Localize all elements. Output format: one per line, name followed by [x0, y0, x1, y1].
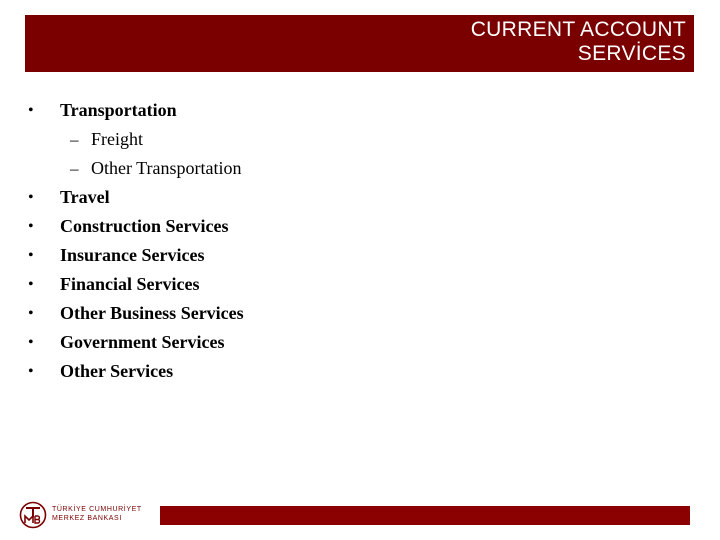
- bullet-icon: •: [28, 247, 34, 264]
- dash-icon: –: [70, 159, 79, 178]
- list-item-label: Transportation: [60, 100, 177, 120]
- bullet-icon: •: [28, 189, 34, 206]
- list-item-label: Insurance Services: [60, 245, 205, 265]
- list-item-construction: [28, 212, 668, 241]
- logo-wordmark: [52, 505, 142, 523]
- list-item-government: [28, 328, 668, 357]
- bullet-icon: •: [28, 276, 34, 293]
- list-item-label: Other Business Services: [60, 303, 244, 323]
- list-item-other-services: [28, 357, 668, 386]
- list-item-financial: [28, 270, 668, 299]
- bullet-icon: •: [28, 305, 34, 322]
- dash-icon: –: [70, 130, 79, 149]
- central-bank-logo: [19, 501, 164, 529]
- list-item-other-business: [28, 299, 668, 328]
- footer-bar: [160, 506, 690, 525]
- bullet-icon: •: [28, 218, 34, 235]
- logo-line2: MERKEZ BANKASI: [52, 515, 122, 522]
- list-item-travel: [28, 183, 668, 212]
- slide-title-line1: CURRENT ACCOUNT: [470, 18, 686, 41]
- list-item-label: Construction Services: [60, 216, 229, 236]
- list-item-insurance: [28, 241, 668, 270]
- tcmb-emblem-icon: [19, 501, 47, 529]
- list-item-label: Government Services: [60, 332, 225, 352]
- sub-item-label: Freight: [91, 129, 143, 149]
- list-item-label: Travel: [60, 187, 110, 207]
- list-item-transportation: [28, 96, 668, 125]
- list-item-label: Financial Services: [60, 274, 200, 294]
- bullet-icon: •: [28, 102, 34, 119]
- bullet-list: [28, 96, 668, 386]
- title-bar: [25, 15, 694, 72]
- logo-line1: TÜRKİYE CUMHURİYET: [52, 506, 142, 513]
- sub-item-other-transportation: [28, 154, 668, 183]
- slide-title: [471, 18, 686, 66]
- sub-item-freight: [28, 125, 668, 154]
- sub-item-label: Other Transportation: [91, 158, 242, 178]
- list-item-label: Other Services: [60, 361, 174, 381]
- bullet-icon: •: [28, 334, 34, 351]
- bullet-icon: •: [28, 363, 34, 380]
- slide-title-line2: SERVİCES: [577, 42, 686, 65]
